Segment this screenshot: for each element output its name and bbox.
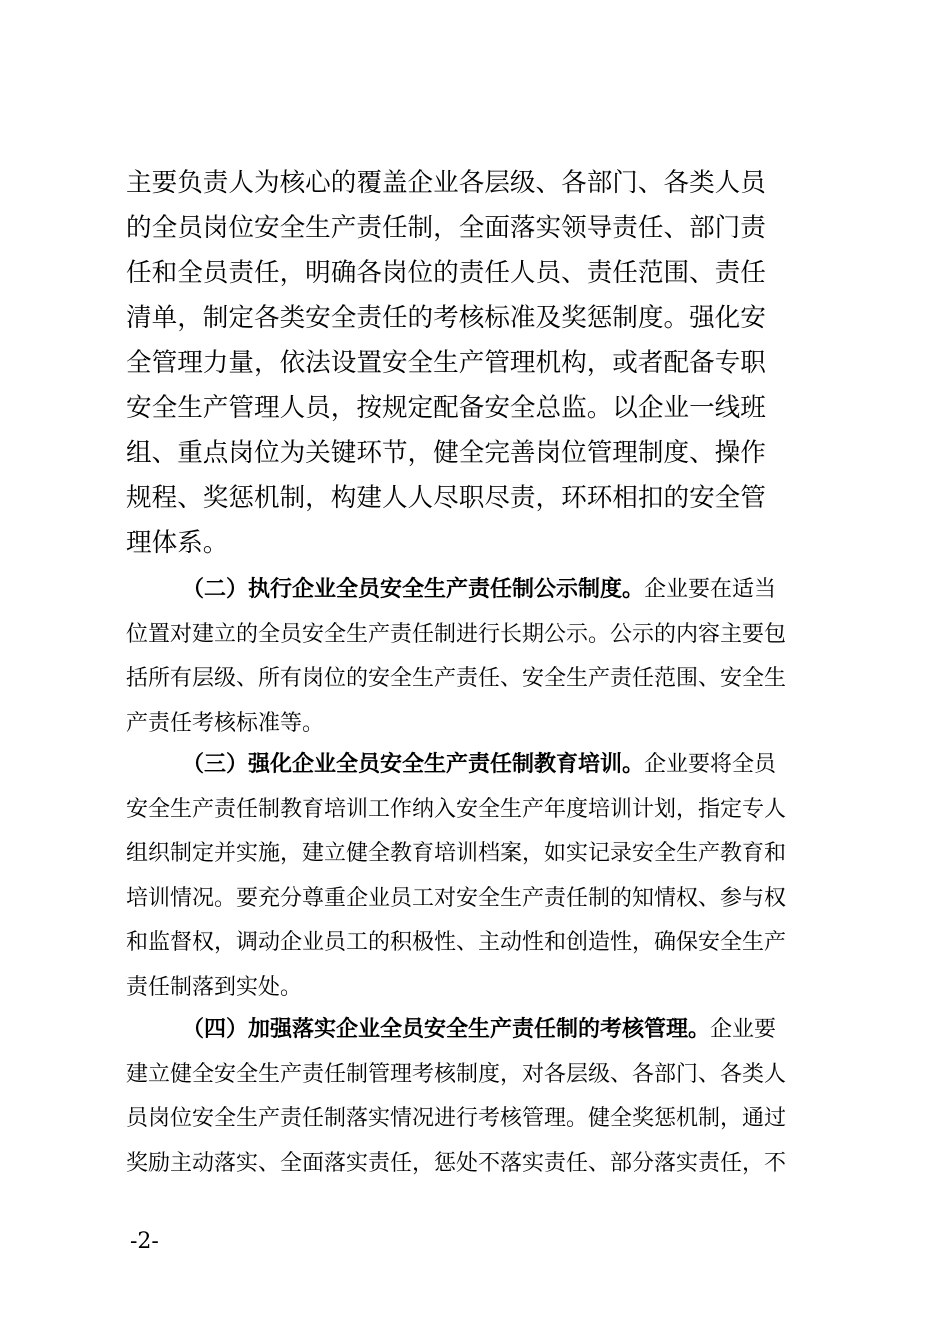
section-heading: （三）强化企业全员安全生产责任制教育培训。 — [182, 752, 645, 777]
page-number: -2- — [130, 1229, 159, 1254]
text-line: 的全员岗位安全生产责任制，全面落实领导责任、部门责 — [126, 213, 766, 243]
text-line: 规程、奖惩机制，构建人人尽职尽责，环环相扣的安全管 — [126, 483, 766, 513]
section-item-3 — [126, 743, 838, 1010]
text-line: 组、重点岗位为关键环节，健全完善岗位管理制度、操作 — [126, 438, 766, 468]
text-line: 组织制定并实施，建立健全教育培训档案，如实记录安全生产教育和 — [126, 841, 787, 866]
section-item-4 — [126, 1008, 838, 1186]
text-line: 位置对建立的全员安全生产责任制进行长期公示。公示的内容主要包 — [126, 621, 787, 647]
text-line: 责任制落到实处。 — [126, 974, 303, 1000]
text-line: 任和全员责任，明确各岗位的责任人员、责任范围、责任 — [126, 258, 766, 288]
text-line: 员岗位安全生产责任制落实情况进行考核管理。健全奖惩机制，通过 — [126, 1106, 787, 1131]
text-line: 清单，制定各类安全责任的考核标准及奖惩制度。强化安 — [126, 303, 766, 333]
text-line: 全管理力量，依法设置安全生产管理机构，或者配备专职 — [126, 348, 766, 378]
text-line: 奖励主动落实、全面落实责任，惩处不落实责任、部分落实责任，不 — [126, 1150, 787, 1176]
section-text: 企业要将全员 — [644, 752, 777, 777]
intro-paragraph — [126, 161, 838, 566]
section-heading: （二）执行企业全员安全生产责任制公示制度。 — [182, 577, 645, 602]
text-line: 培训情况。要充分尊重企业员工对安全生产责任制的知情权、参与权 — [126, 885, 787, 911]
section-first-line — [126, 568, 838, 613]
section-item-2 — [126, 568, 838, 746]
text-line: 括所有层级、所有岗位的安全生产责任、安全生产责任范围、安全生 — [126, 666, 787, 691]
text-line: 产责任考核标准等。 — [126, 710, 325, 736]
text-line: 安全生产责任制教育培训工作纳入安全生产年度培训计划，指定专人 — [126, 796, 787, 822]
text-line: 主要负责人为核心的覆盖企业各层级、各部门、各类人员 — [126, 168, 766, 198]
section-heading: （四）加强落实企业全员安全生产责任制的考核管理。 — [182, 1017, 711, 1042]
section-text: 企业要 — [710, 1017, 777, 1042]
section-first-line — [126, 743, 838, 788]
text-line: 建立健全安全生产责任制管理考核制度，对各层级、各部门、各类人 — [126, 1061, 787, 1087]
text-line: 安全生产管理人员，按规定配备安全总监。以企业一线班 — [126, 393, 766, 423]
section-text: 企业要在适当 — [644, 577, 777, 602]
text-line: 和监督权，调动企业员工的积极性、主动性和创造性，确保安全生产 — [126, 930, 787, 955]
section-first-line — [126, 1008, 838, 1053]
text-line: 理体系。 — [126, 528, 229, 558]
